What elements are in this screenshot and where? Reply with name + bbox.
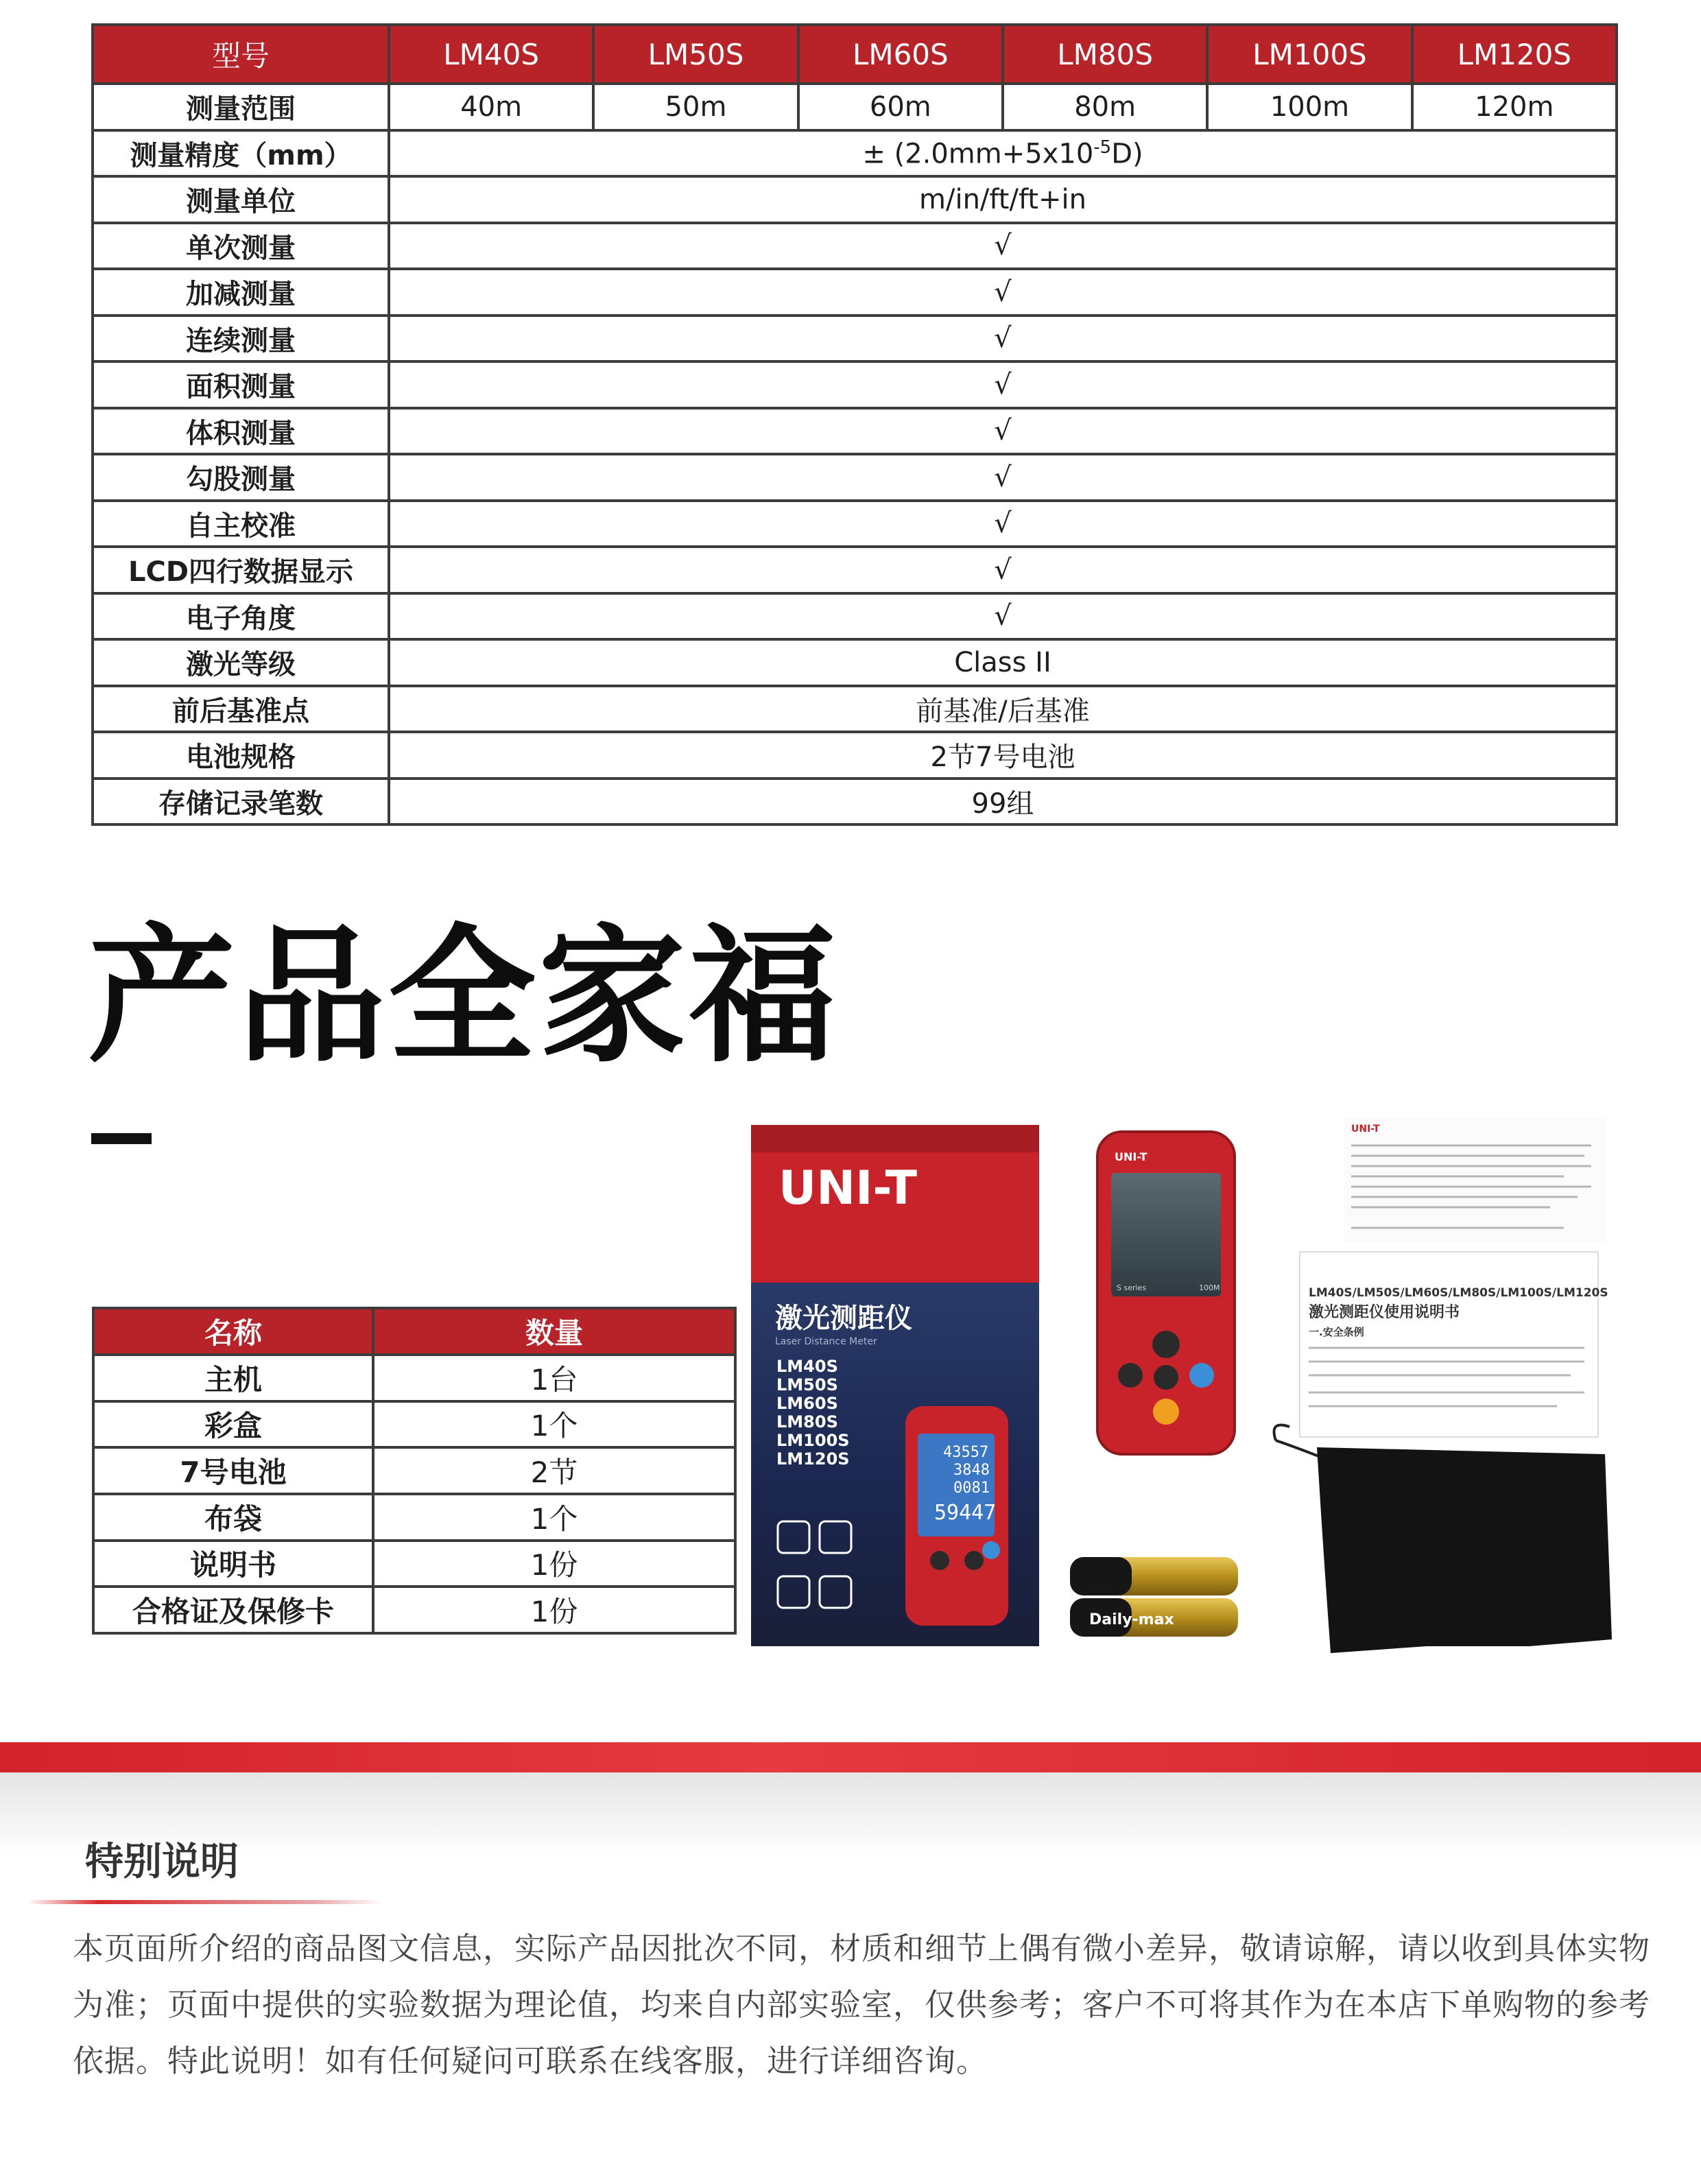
- spec-row-label: 测量精度（mm）: [93, 130, 389, 177]
- device-range-label: 100M: [1199, 1283, 1220, 1292]
- notice-title: 特别说明: [85, 1840, 239, 1884]
- contents-row: [93, 1355, 735, 1401]
- spec-header-row: [93, 25, 1617, 84]
- spec-row: [93, 779, 1617, 825]
- spec-cell: Class II: [389, 639, 1617, 686]
- manual-title: 激光测距仪使用说明书: [1309, 1304, 1460, 1321]
- device-button: [1154, 1365, 1178, 1390]
- spec-row-label: 体积测量: [93, 408, 389, 455]
- notice-text: 本页面所介绍的商品图文信息，实际产品因批次不同，材质和细节上偶有微小差异，敬请谅解，请以收到具体实物为准；页面中提供的实验数据为理论值，均来自内部实验室，仅供参考；客户不可将其作为在本店下单购物的参考依据。特此说明！如有任何疑问可联系在线客服，进行详细咨询。: [73, 1930, 1651, 2079]
- contents-row: [93, 1587, 735, 1633]
- spec-row-label: 连续测量: [93, 316, 389, 362]
- accuracy-suffix: D): [1111, 137, 1143, 169]
- spec-cell: 80m: [1003, 84, 1207, 130]
- warranty-card: [1344, 1118, 1605, 1242]
- contents-item-qty: 1个: [373, 1494, 735, 1541]
- spec-cell: √: [389, 316, 1617, 362]
- spec-row: [93, 593, 1617, 640]
- spec-cell: 2节7号电池: [389, 732, 1617, 779]
- spec-header-cell: LM40S: [389, 25, 593, 84]
- box-model: LM40S: [776, 1357, 838, 1376]
- red-divider-band: [0, 1742, 1701, 1772]
- box-lcd-reading: 43557: [943, 1444, 989, 1461]
- cloth-pouch: [1274, 1425, 1613, 1654]
- box-lcd-reading: 0081: [953, 1480, 990, 1497]
- box-lid: [751, 1125, 1039, 1152]
- spec-cell: 100m: [1207, 84, 1412, 130]
- spec-row-label: 面积测量: [93, 361, 389, 408]
- box-device-button: [930, 1551, 949, 1570]
- spec-row: [93, 547, 1617, 593]
- device-button: [1118, 1363, 1143, 1388]
- product-family-photo: [741, 1118, 1632, 1660]
- spec-header-cell: LM60S: [798, 25, 1003, 84]
- spec-row: [93, 223, 1617, 270]
- spec-cell: 120m: [1412, 84, 1617, 130]
- spec-row-accuracy: [93, 130, 1617, 177]
- spec-row-label: 前后基准点: [93, 686, 389, 733]
- spec-header-cell: LM80S: [1003, 25, 1207, 84]
- spec-row-label: 电池规格: [93, 732, 389, 779]
- contents-header-qty: 数量: [373, 1308, 735, 1355]
- spec-row: [93, 639, 1617, 686]
- box-title-cn: 激光测距仪: [775, 1303, 912, 1334]
- spec-row: [93, 269, 1617, 316]
- contents-header-row: [93, 1308, 735, 1355]
- box-model: LM80S: [776, 1412, 838, 1432]
- spec-row: [93, 316, 1617, 362]
- contents-row: [93, 1447, 735, 1494]
- spec-row-label: 测量范围: [93, 84, 389, 130]
- spec-cell: √: [389, 361, 1617, 408]
- spec-cell: √: [389, 408, 1617, 455]
- box-device-button: [982, 1541, 1000, 1559]
- spec-row-label: LCD四行数据显示: [93, 547, 389, 593]
- spec-row: [93, 501, 1617, 547]
- contents-item-qty: 1个: [373, 1401, 735, 1448]
- spec-row-label: 加减测量: [93, 269, 389, 316]
- contents-item-name: 布袋: [93, 1494, 373, 1541]
- spec-row-label: 测量单位: [93, 176, 389, 223]
- spec-header-cell: LM100S: [1207, 25, 1412, 84]
- spec-row-label: 勾股测量: [93, 454, 389, 501]
- box-model: LM100S: [776, 1431, 850, 1450]
- band-shadow: [0, 1772, 1701, 1855]
- spec-cell: 前基准/后基准: [389, 686, 1617, 733]
- contents-row: [93, 1541, 735, 1587]
- spec-row: [93, 686, 1617, 733]
- spec-cell: 99组: [389, 779, 1617, 825]
- device-series-label: S series: [1117, 1283, 1147, 1292]
- spec-row: [93, 176, 1617, 223]
- box-model: LM60S: [776, 1394, 838, 1413]
- box-model: LM50S: [776, 1375, 838, 1394]
- card-sheet: [1344, 1118, 1605, 1242]
- spec-cell: √: [389, 501, 1617, 547]
- contents-item-name: 主机: [93, 1355, 373, 1401]
- box-lcd-reading: 3848: [953, 1462, 990, 1479]
- device-brand: UNI-T: [1115, 1150, 1147, 1163]
- spec-cell: 60m: [798, 84, 1003, 130]
- spec-table: [91, 23, 1618, 826]
- device-measure-button: [1152, 1331, 1180, 1358]
- box-brand-logo: UNI-T: [778, 1161, 918, 1215]
- contents-row: [93, 1401, 735, 1448]
- notice-underline: [27, 1900, 384, 1904]
- spec-cell: m/in/ft/ft+in: [389, 176, 1617, 223]
- contents-item-name: 彩盒: [93, 1401, 373, 1448]
- device-button: [1189, 1363, 1214, 1388]
- spec-cell: 40m: [389, 84, 593, 130]
- spec-cell: √: [389, 593, 1617, 640]
- pouch-body: [1317, 1447, 1612, 1653]
- user-manual: [1300, 1252, 1608, 1437]
- spec-row-label: 激光等级: [93, 639, 389, 686]
- spec-row-label: 自主校准: [93, 501, 389, 547]
- box-model: LM120S: [776, 1449, 850, 1469]
- contents-row: [93, 1494, 735, 1541]
- card-brand: UNI-T: [1351, 1124, 1380, 1135]
- box-device-button: [964, 1551, 984, 1570]
- spec-cell: √: [389, 547, 1617, 593]
- batteries: [1070, 1557, 1238, 1637]
- contents-item-name: 合格证及保修卡: [93, 1587, 373, 1633]
- contents-item-qty: 1份: [373, 1587, 735, 1633]
- spec-header-cell: LM50S: [593, 25, 798, 84]
- spec-row-label: 单次测量: [93, 223, 389, 270]
- box-lcd-reading: 59447: [934, 1501, 997, 1525]
- spec-row-label: 电子角度: [93, 593, 389, 640]
- spec-cell: √: [389, 454, 1617, 501]
- color-box: [751, 1125, 1039, 1646]
- device-power-button: [1153, 1399, 1179, 1425]
- spec-cell: 50m: [593, 84, 798, 130]
- accuracy-exponent: -5: [1093, 136, 1112, 158]
- contents-item-name: 说明书: [93, 1541, 373, 1587]
- spec-cell: √: [389, 269, 1617, 316]
- pouch-drawstring: [1274, 1425, 1290, 1441]
- contents-item-qty: 2节: [373, 1447, 735, 1494]
- spec-header-cell: LM120S: [1412, 25, 1617, 84]
- battery-brand: Daily-max: [1089, 1611, 1174, 1628]
- manual-section: 一.安全条例: [1309, 1326, 1364, 1338]
- spec-row: [93, 361, 1617, 408]
- contents-item-qty: 1台: [373, 1355, 735, 1401]
- contents-header-name: 名称: [93, 1308, 373, 1355]
- contents-item-name: 7号电池: [93, 1447, 373, 1494]
- manual-sheet: [1300, 1252, 1598, 1437]
- spec-row: [93, 732, 1617, 779]
- contents-item-qty: 1份: [373, 1541, 735, 1587]
- spec-row-label: 存储记录笔数: [93, 779, 389, 825]
- accuracy-prefix: ± (2.0mm+5x10: [862, 137, 1094, 169]
- spec-header-cell: 型号: [93, 25, 389, 84]
- package-contents-table: [92, 1307, 737, 1635]
- spec-cell: √: [389, 223, 1617, 270]
- section-title: 产品全家福: [88, 910, 839, 1082]
- spec-row: [93, 454, 1617, 501]
- spec-row: [93, 408, 1617, 455]
- device-lcd: [1111, 1173, 1221, 1296]
- main-device: [1097, 1132, 1235, 1454]
- manual-models: LM40S/LM50S/LM60S/LM80S/LM100S/LM120S: [1309, 1286, 1608, 1300]
- title-dash: [91, 1133, 152, 1144]
- spec-row-range: [93, 84, 1617, 130]
- spec-cell-accuracy: [389, 130, 1617, 177]
- box-title-en: Laser Distance Meter: [775, 1336, 877, 1347]
